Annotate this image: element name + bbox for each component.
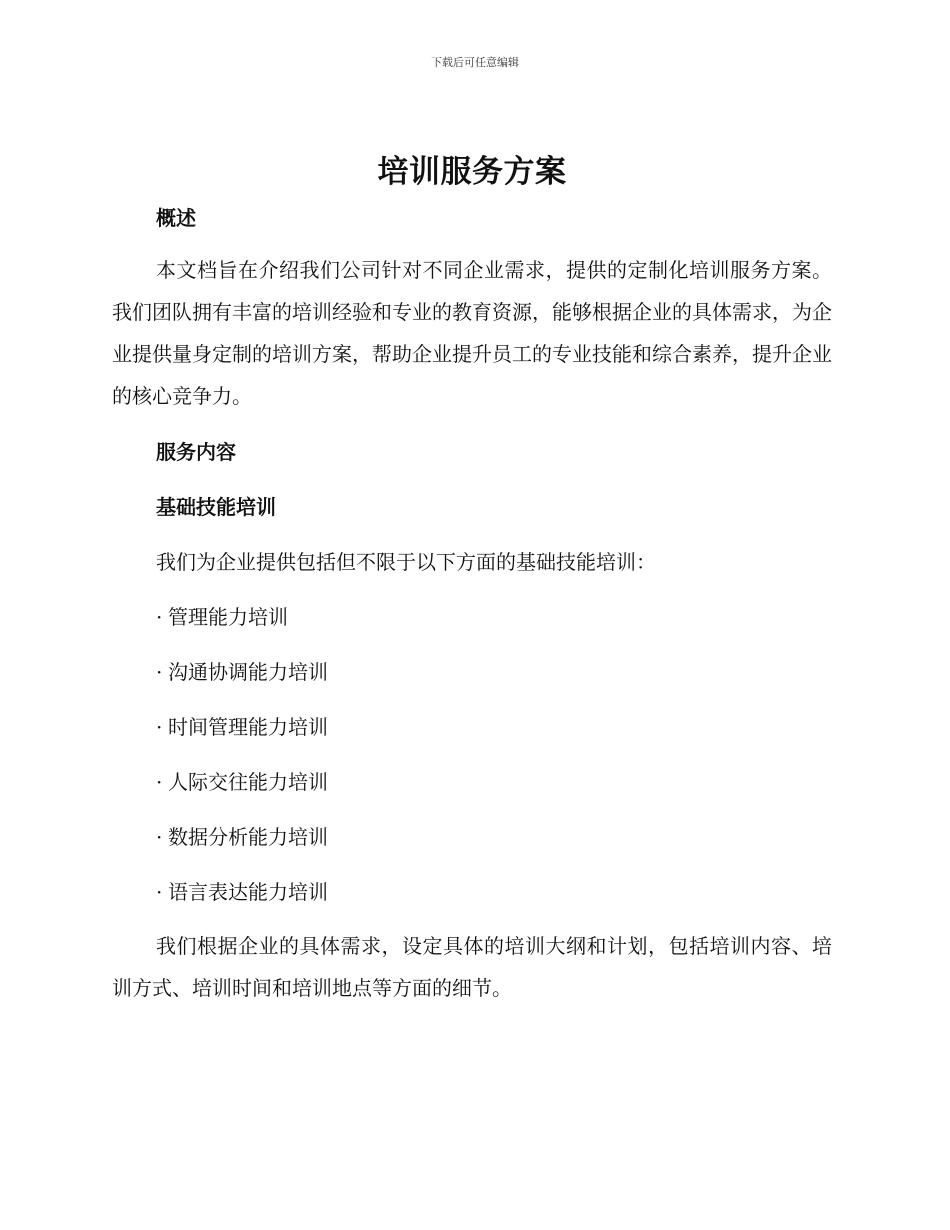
list-item-label: 语言表达能力培训: [168, 880, 328, 904]
list-item-label: 数据分析能力培训: [168, 825, 328, 849]
bullet-icon: ·: [156, 880, 163, 904]
header-note: 下载后可任意编辑: [431, 56, 519, 69]
bullet-icon: ·: [156, 770, 163, 794]
service-content-heading: 服务内容: [156, 440, 236, 464]
closing-paragraph: 我们根据企业的具体需求，设定具体的培训大纲和计划，包括培训内容、培训方式、培训时间和培训地点等方面的细节。: [112, 934, 832, 1000]
page-title: 培训服务方案: [377, 154, 567, 190]
basic-skills-intro: 我们为企业提供包括但不限于以下方面的基础技能培训：: [156, 550, 656, 574]
basic-skills-heading: 基础技能培训: [156, 495, 276, 519]
bullet-icon: ·: [156, 825, 163, 849]
list-item-label: 管理能力培训: [168, 605, 288, 629]
list-item: [112, 604, 832, 630]
list-item: [112, 714, 832, 740]
overview-heading: 概述: [156, 206, 196, 230]
list-item: [112, 824, 832, 850]
list-item: [112, 659, 832, 685]
list-item-label: 时间管理能力培训: [168, 715, 328, 739]
list-item: [112, 769, 832, 795]
list-item: [112, 879, 832, 905]
overview-paragraph: 本文档旨在介绍我们公司针对不同企业需求，提供的定制化培训服务方案。我们团队拥有丰富的培训经验和专业的教育资源，能够根据企业的具体需求，为企业提供量身定制的培训方案，帮助企业提升员工的专业技能和综合素养，提升企业的核心竞争力。: [112, 258, 832, 408]
bullet-icon: ·: [156, 660, 163, 684]
basic-skills-list: [112, 604, 832, 905]
bullet-icon: ·: [156, 605, 163, 629]
bullet-icon: ·: [156, 715, 163, 739]
list-item-label: 人际交往能力培训: [168, 770, 328, 794]
list-item-label: 沟通协调能力培训: [168, 660, 328, 684]
document-body: [112, 150, 832, 1009]
